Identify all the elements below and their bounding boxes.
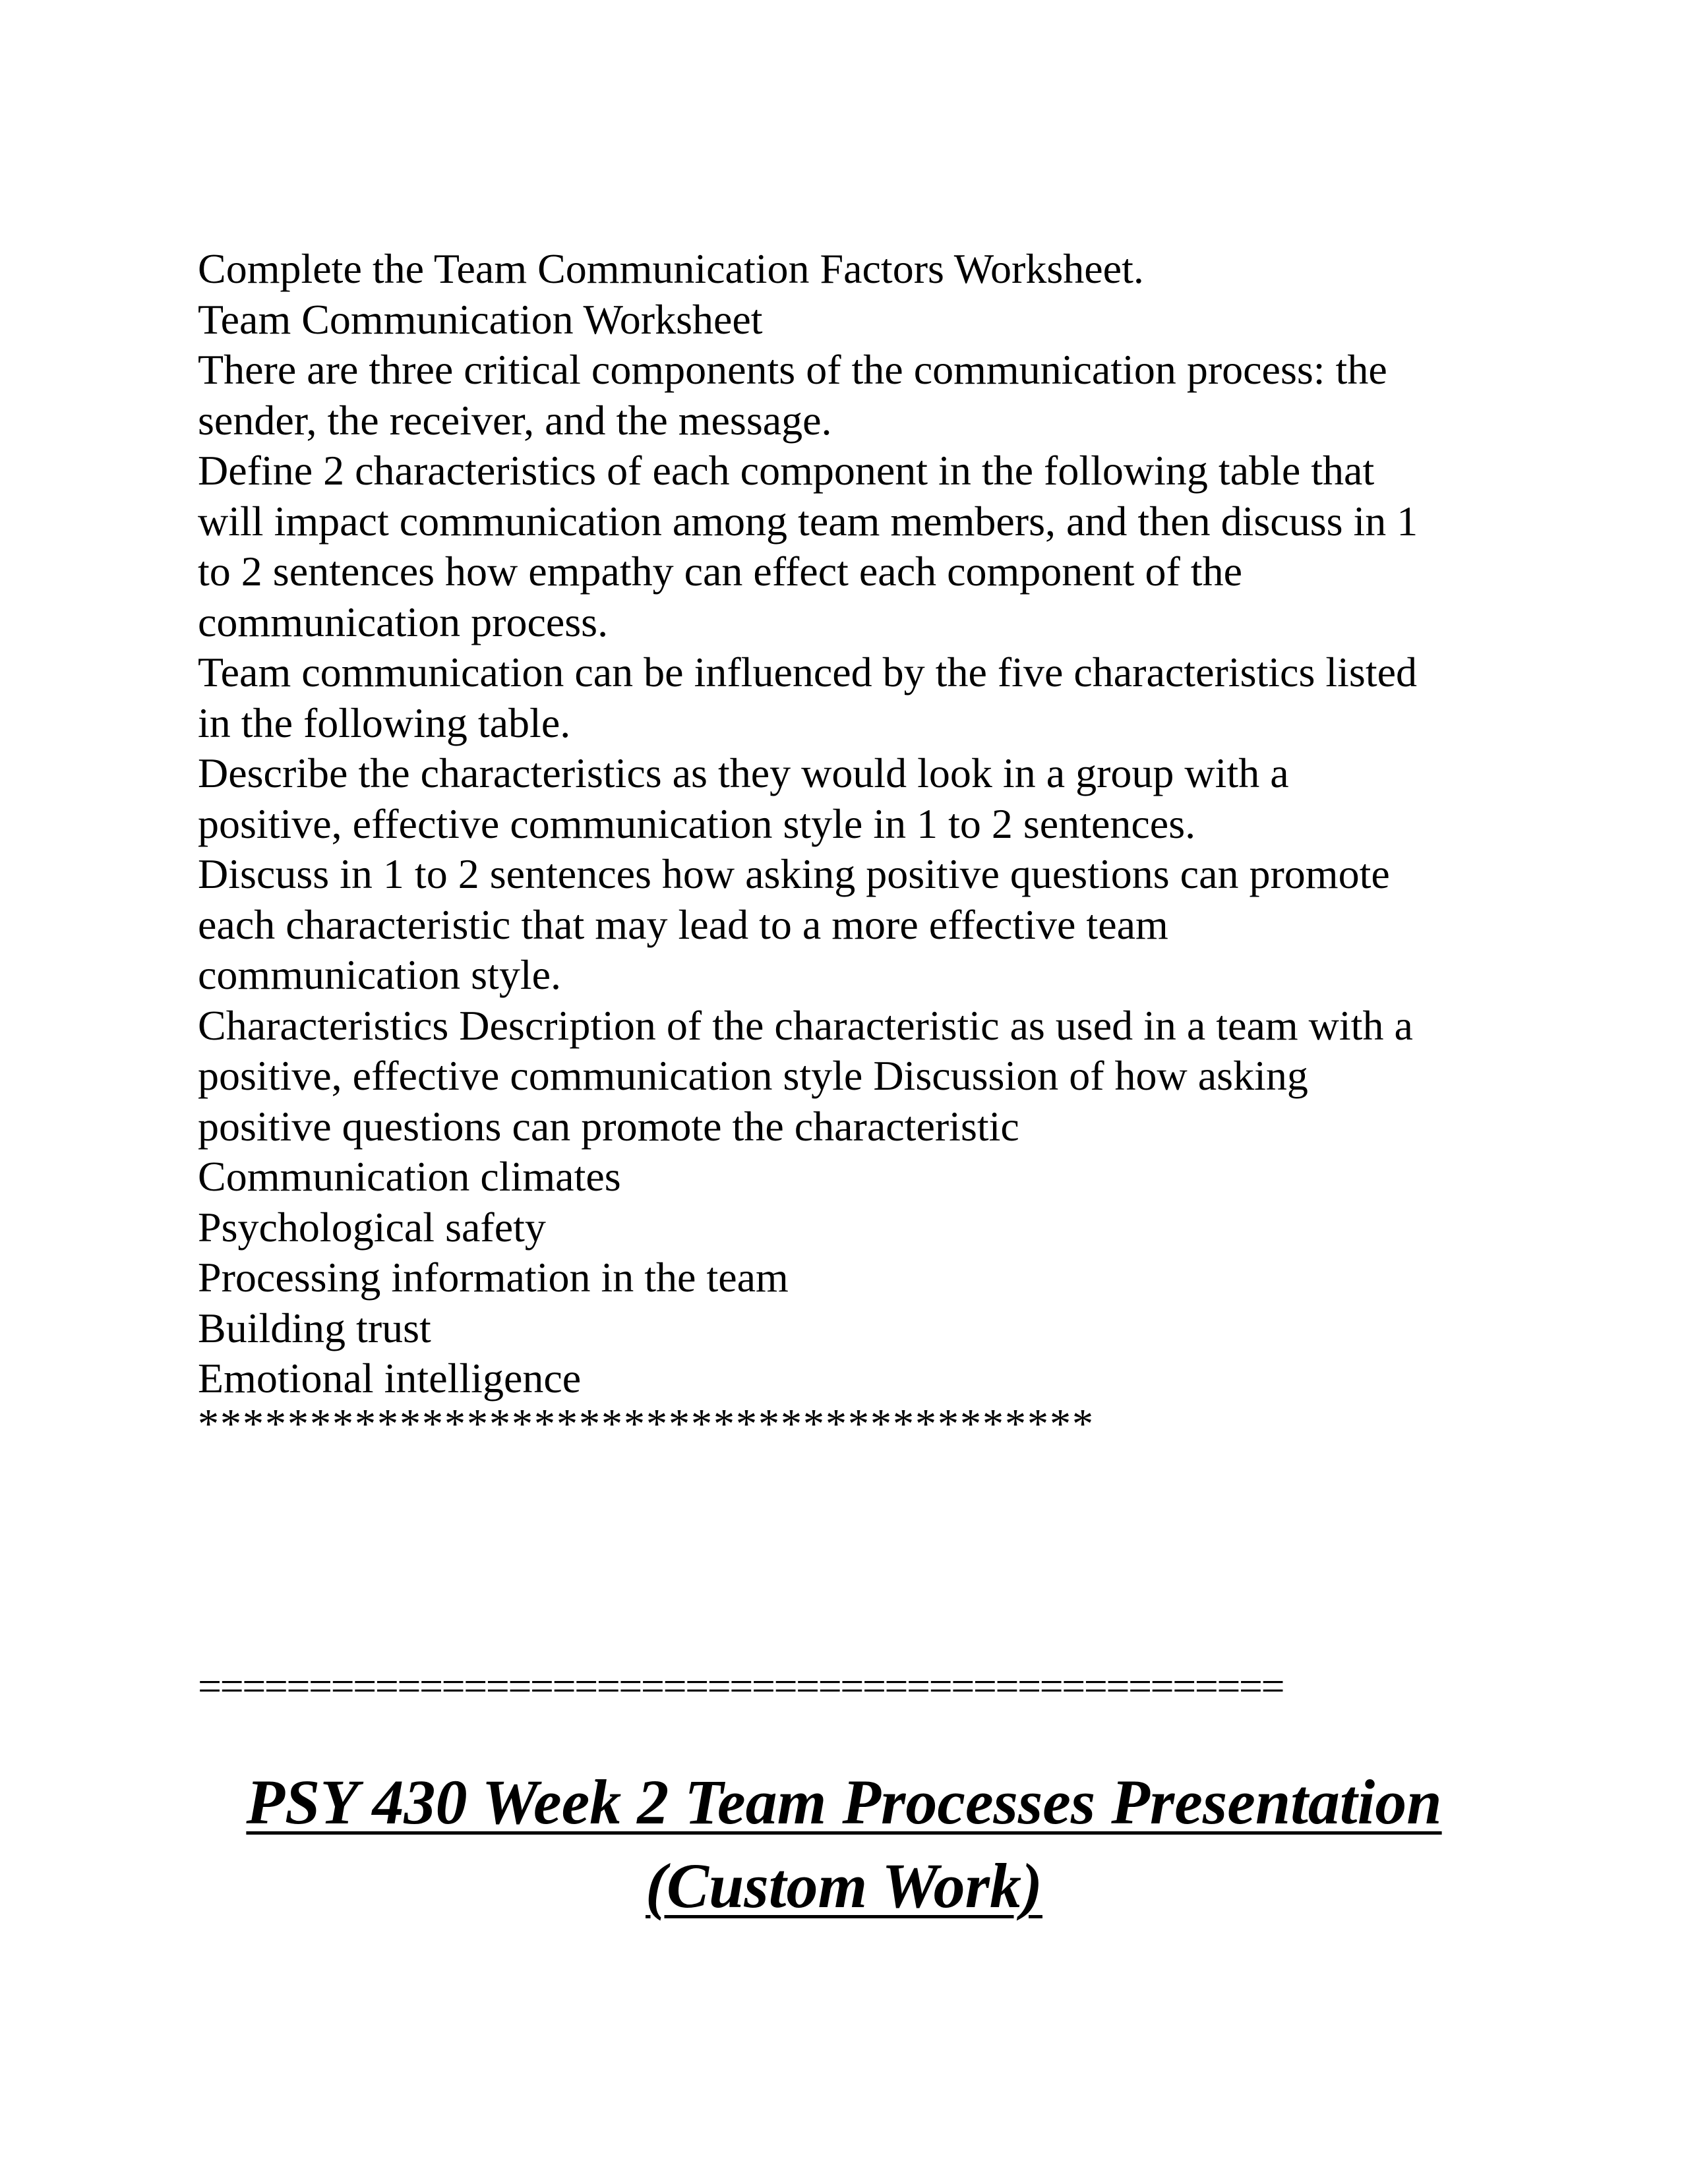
text-line: positive questions can promote the characteristic xyxy=(198,1102,1019,1150)
text-line: communication style. xyxy=(198,951,561,998)
characteristic-item: Communication climates xyxy=(198,1153,621,1200)
text-line: positive, effective communication style in 1 to 2 sentences. xyxy=(198,800,1196,847)
text-line: Define 2 characteristics of each component in the following table that xyxy=(198,447,1375,494)
text-line: each characteristic that may lead to a more effective team xyxy=(198,900,1168,948)
characteristic-item: Psychological safety xyxy=(198,1203,546,1251)
text-line: Complete the Team Communication Factors Worksheet. xyxy=(198,245,1144,292)
text-line: in the following table. xyxy=(198,699,571,746)
text-line: There are three critical components of the communication process: the xyxy=(198,346,1387,393)
star-separator: **************************************** xyxy=(198,1400,1095,1447)
characteristic-item: Emotional intelligence xyxy=(198,1355,582,1402)
text-line: Characteristics Description of the characteristic as used in a team with a xyxy=(198,1001,1413,1049)
text-line: Discuss in 1 to 2 sentences how asking positive questions can promote xyxy=(198,850,1390,897)
characteristic-item: Building trust xyxy=(198,1304,431,1351)
heading-line-1: PSY 430 Week 2 Team Processes Presentation xyxy=(246,1767,1442,1837)
text-line: sender, the receiver, and the message. xyxy=(198,396,832,444)
heading-line-2: (Custom Work) xyxy=(646,1850,1042,1921)
worksheet-instructions xyxy=(198,244,1517,1447)
text-line: to 2 sentences how empathy can effect each component of the xyxy=(198,548,1242,595)
section-heading xyxy=(0,1760,1688,1928)
text-line: communication process. xyxy=(198,598,609,645)
text-line: Describe the characteristics as they would look in a group with a xyxy=(198,750,1289,796)
equals-separator: ================================================= xyxy=(198,1663,1284,1709)
text-line: positive, effective communication style Discussion of how asking xyxy=(198,1052,1308,1099)
text-line: Team Communication Worksheet xyxy=(198,295,763,343)
characteristic-item: Processing information in the team xyxy=(198,1254,789,1301)
text-line: will impact communication among team members, and then discuss in 1 xyxy=(198,497,1418,545)
text-line: Team communication can be influenced by the five characteristics listed xyxy=(198,649,1417,695)
